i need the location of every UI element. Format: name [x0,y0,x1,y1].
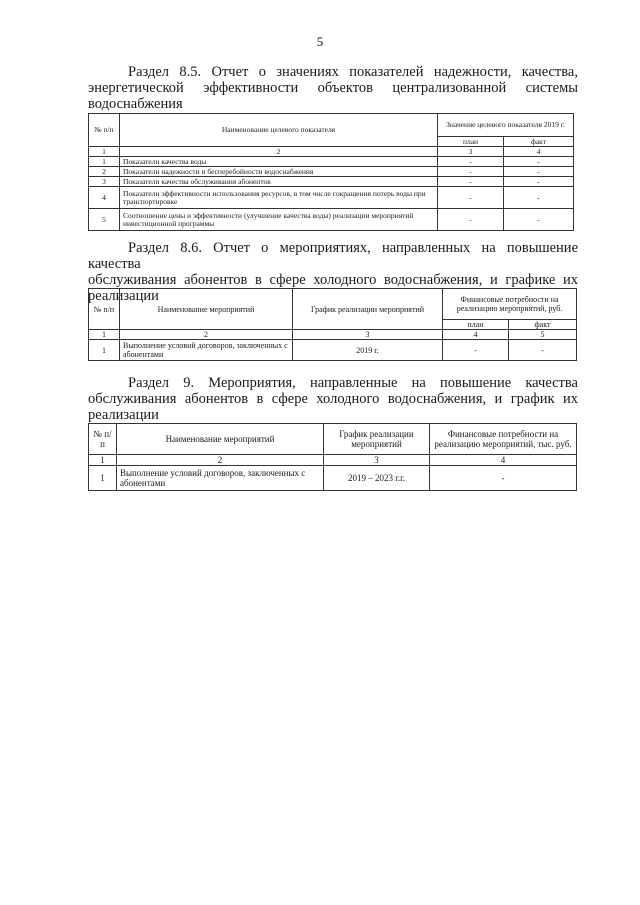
row-fact: - [504,167,574,177]
row-plan: - [438,157,504,167]
heading-line: водоснабжения [88,96,183,112]
row-name: Показатели качества обслуживания абонентов [120,177,438,187]
col-number: 4 [504,147,574,157]
indicators-table [88,113,574,231]
header-name: Наименование мероприятий [117,424,324,455]
col-number: 1 [89,147,120,157]
row-name: Соотношение цены и эффективности (улучшение качества воды) реализации мероприятий инвестиционной программы [120,209,438,231]
row-name: Показатели надежности и бесперебойности водоснабжения [120,167,438,177]
col-number: 3 [438,147,504,157]
row-num: 5 [89,209,120,231]
row-name: Показатели эффективности использования ресурсов, в том числе сокращения потерь воды при транспортировке [120,187,438,209]
row-fact: - [509,340,577,361]
page-number: 5 [316,34,324,49]
col-number: 3 [293,330,443,340]
row-num: 2 [89,167,120,177]
row-finance: - [430,466,577,491]
header-schedule: График реализации мероприятий [293,289,443,330]
heading-line: реализации [88,288,159,304]
col-number: 5 [509,330,577,340]
heading-line: Раздел 9. Мероприятия, направленные на повышение качества [128,375,578,391]
header-plan: план [438,137,504,147]
table-row [89,209,574,231]
col-number: 1 [89,330,120,340]
col-number: 4 [443,330,509,340]
row-fact: - [504,209,574,231]
heading-line: энергетической эффективности объектов централизованной системы [88,80,578,96]
table-row [89,466,577,491]
row-name: Выполнение условий договоров, заключенных с абонентами [117,466,324,491]
table-row [89,177,574,187]
heading-line: Раздел 8.6. Отчет о мероприятиях, направленных на повышение качества [88,240,578,272]
heading-line: обслуживания абонентов в сфере холодного водоснабжения, и графике их [88,272,578,288]
section-9-heading [88,375,578,423]
header-finance: Финансовые потребности на реализацию мероприятий, тыс. руб. [430,424,577,455]
section-8-5-heading [88,64,578,112]
header-name: Наименование мероприятий [120,289,293,330]
heading-line: обслуживания абонентов в сфере холодного водоснабжения, и график их [88,391,578,407]
row-name: Показатели качества воды [120,157,438,167]
header-value: Значение целевого показателя 2019 г. [438,114,574,137]
table-row [89,157,574,167]
heading-line: Раздел 8.5. Отчет о значениях показателей надежности, качества, [128,64,578,80]
header-num: № п/п [89,114,120,147]
measures-plan-table [88,423,577,491]
header-finance: Финансовые потребности на реализацию мероприятий, руб. [443,289,577,320]
header-fact: факт [509,320,577,330]
row-schedule: 2019 г. [293,340,443,361]
row-plan: - [438,187,504,209]
header-num: № п/п [89,289,120,330]
header-schedule: График реализации мероприятий [324,424,430,455]
row-num: 3 [89,177,120,187]
header-plan: план [443,320,509,330]
row-fact: - [504,177,574,187]
row-name: Выполнение условий договоров, заключенных с абонентами [120,340,293,361]
row-num: 1 [89,466,117,491]
row-num: 1 [89,340,120,361]
header-name: Наименование целевого показателя [120,114,438,147]
measures-report-table [88,288,577,361]
header-num: № п/п [89,424,117,455]
row-plan: - [438,177,504,187]
row-fact: - [504,157,574,167]
heading-line: реализации [88,407,159,423]
row-plan: - [438,209,504,231]
col-number: 3 [324,455,430,466]
row-plan: - [438,167,504,177]
row-fact: - [504,187,574,209]
col-number: 2 [120,330,293,340]
row-schedule: 2019 – 2023 г.г. [324,466,430,491]
table-row [89,187,574,209]
col-number: 1 [89,455,117,466]
col-number: 2 [120,147,438,157]
row-num: 1 [89,157,120,167]
header-fact: факт [504,137,574,147]
table-row [89,167,574,177]
col-number: 4 [430,455,577,466]
col-number: 2 [117,455,324,466]
row-num: 4 [89,187,120,209]
row-plan: - [443,340,509,361]
table-row [89,340,577,361]
